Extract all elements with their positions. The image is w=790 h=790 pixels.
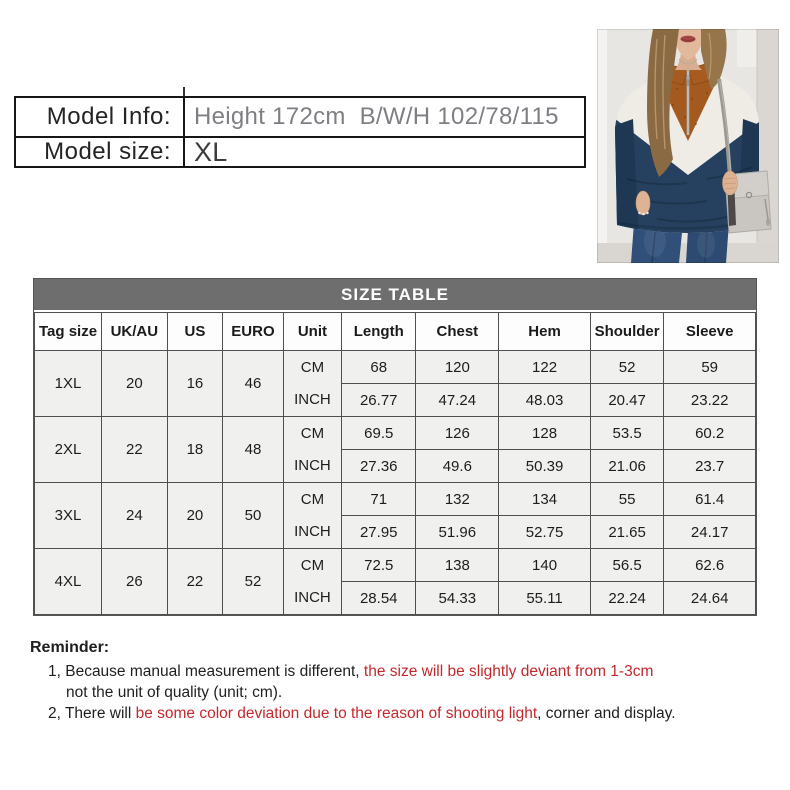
cell-unit-cm: CM bbox=[283, 417, 341, 450]
cell-shoulder: 55 bbox=[590, 483, 664, 516]
cell-chest: 132 bbox=[416, 483, 499, 516]
reminder-item-1-text: 1, Because manual measurement is different, bbox=[48, 663, 364, 680]
cell-sleeve: 59 bbox=[664, 351, 756, 384]
size-table-grid bbox=[34, 312, 756, 615]
cell-uk-au: 22 bbox=[102, 417, 168, 483]
model-info-label: Model Info: bbox=[16, 98, 185, 136]
model-size-value: XL bbox=[194, 136, 228, 167]
cell-length: 72.5 bbox=[342, 549, 416, 582]
reminder-item-2-text-start: 2, There will bbox=[48, 705, 136, 722]
reminder-item-1-highlight: the size will be slightly deviant from 1-3cm bbox=[363, 663, 654, 680]
col-header-chest: Chest bbox=[416, 313, 499, 351]
cell-shoulder: 22.24 bbox=[590, 582, 664, 615]
cell-unit-inch: INCH bbox=[283, 450, 341, 483]
cell-shoulder: 20.47 bbox=[590, 384, 664, 417]
cell-euro: 52 bbox=[223, 549, 284, 615]
cell-tag: 3XL bbox=[35, 483, 102, 549]
cell-hem: 140 bbox=[499, 549, 591, 582]
cell-us: 16 bbox=[167, 351, 223, 417]
table-row-4xl-cm bbox=[35, 549, 756, 582]
cell-chest: 138 bbox=[416, 549, 499, 582]
cell-us: 20 bbox=[167, 483, 223, 549]
reminder-heading: Reminder: bbox=[30, 639, 110, 656]
table-row-3xl-cm bbox=[35, 483, 756, 516]
cell-sleeve: 62.6 bbox=[664, 549, 756, 582]
cell-unit-inch: INCH bbox=[283, 582, 341, 615]
cell-shoulder: 21.06 bbox=[590, 450, 664, 483]
cell-us: 22 bbox=[167, 549, 223, 615]
model-info-value: Height 172cm B/W/H 102/78/115 bbox=[194, 103, 559, 130]
reminder-item-1 bbox=[48, 661, 770, 682]
cell-uk-au: 24 bbox=[102, 483, 168, 549]
cell-unit-inch: INCH bbox=[283, 516, 341, 549]
cell-shoulder: 52 bbox=[590, 351, 664, 384]
col-header-sleeve: Sleeve bbox=[664, 313, 756, 351]
cell-sleeve: 23.7 bbox=[664, 450, 756, 483]
cell-hem: 48.03 bbox=[499, 384, 591, 417]
cell-length: 71 bbox=[342, 483, 416, 516]
cell-length: 26.77 bbox=[342, 384, 416, 417]
header-row bbox=[35, 313, 756, 351]
cell-unit-cm: CM bbox=[283, 549, 341, 582]
cell-hem: 128 bbox=[499, 417, 591, 450]
table-row-1xl-cm bbox=[35, 351, 756, 384]
table-row-2xl-cm bbox=[35, 417, 756, 450]
cell-length: 68 bbox=[342, 351, 416, 384]
cell-hem: 50.39 bbox=[499, 450, 591, 483]
cell-length: 27.36 bbox=[342, 450, 416, 483]
model-size-label: Model size: bbox=[16, 138, 185, 166]
reminder-item-1-continued: not the unit of quality (unit; cm). bbox=[66, 684, 283, 701]
cell-unit-cm: CM bbox=[283, 483, 341, 516]
reminder-item-2 bbox=[48, 703, 770, 724]
col-header-euro: EURO bbox=[223, 313, 284, 351]
size-table-title: SIZE TABLE bbox=[34, 279, 756, 312]
col-header-hem: Hem bbox=[499, 313, 591, 351]
cell-length: 27.95 bbox=[342, 516, 416, 549]
cell-chest: 51.96 bbox=[416, 516, 499, 549]
cell-euro: 50 bbox=[223, 483, 284, 549]
cell-sleeve: 24.64 bbox=[664, 582, 756, 615]
cell-chest: 49.6 bbox=[416, 450, 499, 483]
model-size-row bbox=[16, 138, 584, 166]
cell-tag: 4XL bbox=[35, 549, 102, 615]
model-info-row bbox=[16, 98, 584, 138]
model-info-box bbox=[14, 96, 586, 168]
cell-euro: 46 bbox=[223, 351, 284, 417]
col-header-length: Length bbox=[342, 313, 416, 351]
cell-chest: 120 bbox=[416, 351, 499, 384]
cell-length: 28.54 bbox=[342, 582, 416, 615]
col-header-uk-au: UK/AU bbox=[102, 313, 168, 351]
divider-tick bbox=[183, 87, 185, 96]
cell-tag: 2XL bbox=[35, 417, 102, 483]
cell-shoulder: 53.5 bbox=[590, 417, 664, 450]
cell-hem: 122 bbox=[499, 351, 591, 384]
col-header-us: US bbox=[167, 313, 223, 351]
cell-chest: 47.24 bbox=[416, 384, 499, 417]
cell-sleeve: 23.22 bbox=[664, 384, 756, 417]
cell-uk-au: 20 bbox=[102, 351, 168, 417]
model-photo-illustration bbox=[597, 29, 779, 263]
col-header-tag-size: Tag size bbox=[35, 313, 102, 351]
reminder-section bbox=[30, 637, 770, 724]
col-header-unit: Unit bbox=[283, 313, 341, 351]
size-table bbox=[33, 278, 757, 616]
cell-chest: 126 bbox=[416, 417, 499, 450]
cell-shoulder: 56.5 bbox=[590, 549, 664, 582]
cell-shoulder: 21.65 bbox=[590, 516, 664, 549]
col-header-shoulder: Shoulder bbox=[590, 313, 664, 351]
cell-tag: 1XL bbox=[35, 351, 102, 417]
cell-euro: 48 bbox=[223, 417, 284, 483]
cell-sleeve: 60.2 bbox=[664, 417, 756, 450]
cell-uk-au: 26 bbox=[102, 549, 168, 615]
cell-unit-cm: CM bbox=[283, 351, 341, 384]
cell-hem: 55.11 bbox=[499, 582, 591, 615]
cell-hem: 52.75 bbox=[499, 516, 591, 549]
cell-chest: 54.33 bbox=[416, 582, 499, 615]
cell-unit-inch: INCH bbox=[283, 384, 341, 417]
reminder-item-2-highlight: be some color deviation due to the reason of shooting light bbox=[135, 705, 538, 722]
cell-length: 69.5 bbox=[342, 417, 416, 450]
cell-hem: 134 bbox=[499, 483, 591, 516]
cell-sleeve: 24.17 bbox=[664, 516, 756, 549]
cell-sleeve: 61.4 bbox=[664, 483, 756, 516]
cell-us: 18 bbox=[167, 417, 223, 483]
reminder-item-2-text-end: , corner and display. bbox=[537, 705, 676, 722]
